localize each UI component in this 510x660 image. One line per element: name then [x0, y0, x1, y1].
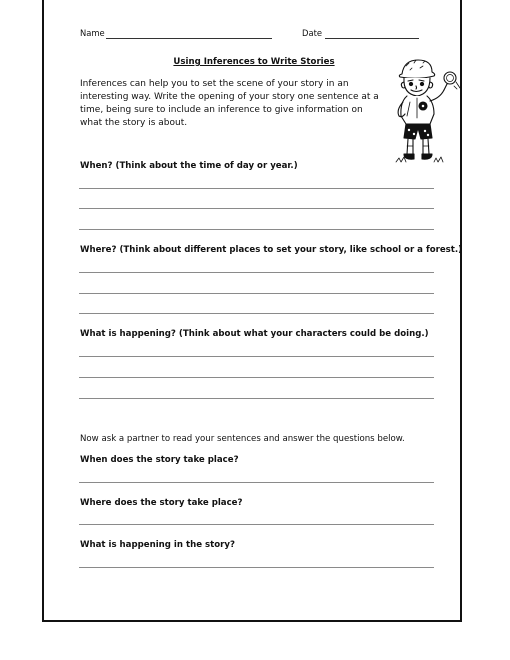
- answer-line[interactable]: [79, 293, 434, 294]
- answer-line[interactable]: [79, 356, 434, 357]
- question-when: When? (Think about the time of day or year.): [80, 161, 298, 171]
- answer-line[interactable]: [79, 229, 434, 230]
- question-what-happening: What is happening? (Think about what your characters could be doing.): [80, 329, 429, 339]
- boy-with-magnifying-glass-illustration: [390, 54, 462, 166]
- answer-line[interactable]: [79, 398, 434, 399]
- answer-line[interactable]: [79, 567, 434, 568]
- date-label: Date: [302, 28, 323, 38]
- answer-line[interactable]: [79, 208, 434, 209]
- date-field[interactable]: [325, 38, 419, 39]
- name-field[interactable]: [106, 38, 272, 39]
- intro-paragraph: Inferences can help you to set the scene of your story in an interesting way. Write the opening of your story one sentence at a time, being sure to include an inference to give information on what the story is about.: [80, 79, 379, 128]
- worksheet-title: Using Inferences to Write Stories: [173, 57, 335, 67]
- worksheet-page: [42, 0, 462, 622]
- partner-instruction: Now ask a partner to read your sentences and answer the questions below.: [80, 434, 405, 444]
- question-where: Where? (Think about different places to set your story, like school or a forest.): [80, 245, 463, 255]
- answer-line[interactable]: [79, 313, 434, 314]
- answer-line[interactable]: [79, 482, 434, 483]
- name-label: Name: [80, 28, 105, 38]
- answer-line[interactable]: [79, 188, 434, 189]
- answer-line[interactable]: [79, 524, 434, 525]
- partner-question-what: What is happening in the story?: [80, 540, 235, 550]
- partner-question-where: Where does the story take place?: [80, 498, 243, 508]
- answer-line[interactable]: [79, 377, 434, 378]
- partner-question-when: When does the story take place?: [80, 455, 239, 465]
- answer-line[interactable]: [79, 272, 434, 273]
